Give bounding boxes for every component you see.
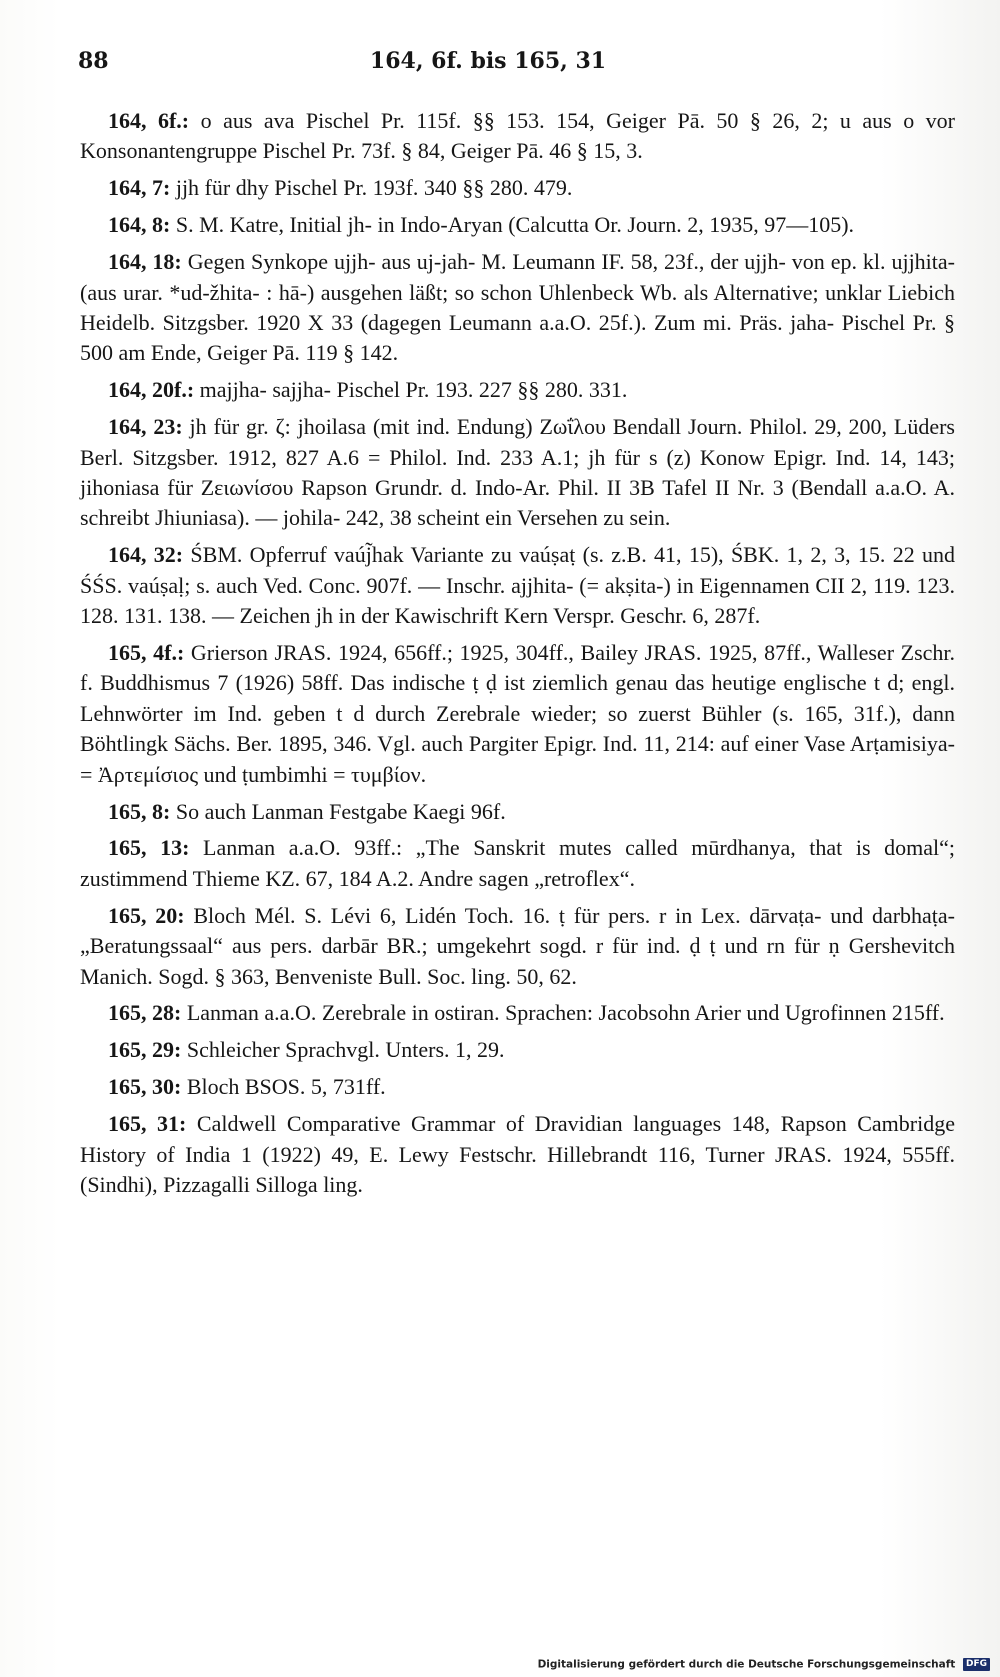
- credit-text: Digitalisierung gefördert durch die Deutsche Forschungsgemeinschaft: [537, 1658, 956, 1671]
- running-head: 164, 6f. bis 165, 31: [369, 48, 607, 74]
- note-reference: 164, 32:: [108, 542, 184, 568]
- note-entry: [80, 833, 955, 894]
- note-entry: [80, 106, 955, 167]
- note-text: S. M. Katre, Initial jh- in Indo-Aryan (Calcutta Or. Journ. 2, 1935, 97—105).: [175, 212, 855, 238]
- note-entry: [80, 540, 955, 631]
- note-reference: 164, 20f.:: [108, 377, 195, 403]
- note-entry: [80, 998, 955, 1028]
- note-reference: 165, 8:: [108, 798, 171, 824]
- note-text: Lanman a.a.O. Zerebrale in ostiran. Sprachen: Jacobsohn Arier und Ugrofinnen 215ff.: [186, 1000, 945, 1026]
- note-entry: [80, 797, 955, 827]
- note-reference: 164, 7:: [108, 175, 171, 201]
- note-reference: 165, 13:: [108, 835, 190, 861]
- note-reference: 164, 8:: [108, 212, 171, 238]
- note-reference: 165, 4f.:: [108, 640, 185, 665]
- note-text: Bloch BSOS. 5, 731ff.: [186, 1074, 386, 1100]
- note-text: ŚBM. Opferruf vaúj̃hak Variante zu vaúṣaṭ (s. z.B. 41, 15), ŚBK. 1, 2, 3, 15. 22 und ŚŚS. vaúṣaḷ; s. auch Ved. Conc. 907f. — Inschr. ajjhita- (= akṣita-) in Eigennamen CII 2, 119. 123. 128. 131. 138. — Zeichen jh in der Kawischrift Kern Verspr. Geschr. 6, 287f.: [80, 542, 955, 629]
- note-text: So auch Lanman Festgabe Kaegi 96f.: [175, 798, 506, 824]
- note-text: jh für gr. ζ: jhoilasa (mit ind. Endung) Ζωΐλου Bendall Journ. Philol. 29, 200, Lüders Berl. Sitzgsber. 1912, 827 A.6 = Philol. Ind. 233 A.1; jh für s (z) Konow Epigr. Ind. 14, 143; jihoniasa für Ζειωνίσου Rapson Grundr. d. Indo-Ar. Phil. II 3B Tafel II Nr. 3 (Bendall a.a.O. A. schreibt Jhiuniasa). — johila- 242, 38 scheint ein Versehen zu sein.: [80, 414, 955, 531]
- digitization-credit: [538, 1658, 990, 1671]
- note-text: o aus ava Pischel Pr. 115f. §§ 153. 154, Geiger Pā. 50 § 26, 2; u aus o vor Konsonantengruppe Pischel Pr. 73f. § 84, Geiger Pā. 46 § 15, 3.: [80, 108, 956, 164]
- note-entry: [80, 173, 955, 203]
- note-entry: [80, 901, 955, 992]
- note-entry: [80, 638, 955, 790]
- page-number: 88: [78, 48, 109, 74]
- note-reference: 164, 18:: [108, 249, 182, 275]
- note-reference: 164, 6f.:: [108, 108, 190, 133]
- page-header: [78, 48, 898, 84]
- note-text: Gegen Synkope ujjh- aus uj-jah- M. Leumann IF. 58, 23f., der ujjh- von ep. kl. ujjhita- (aus urar. *ud-žhita- : hā-) ausgehen läßt; so schon Uhlenbeck Wb. als Alternative; unklar Liebich Heidelb. Sitzgsber. 1920 X 33 (dagegen Leumann a.a.O. 25f.). Zum mi. Präs. jaha- Pischel Pr. § 500 am Ende, Geiger Pā. 119 § 142.: [80, 249, 955, 366]
- note-entry: [80, 210, 955, 240]
- note-reference: 164, 23:: [108, 414, 183, 440]
- note-text: Lanman a.a.O. 93ff.: „The Sanskrit mutes called mūrdhanya, that is domal“; zustimmend Thieme KZ. 67, 184 A.2. Andre sagen „retroflex“.: [80, 835, 956, 891]
- note-reference: 165, 28:: [108, 1000, 182, 1026]
- note-reference: 165, 29:: [108, 1037, 182, 1063]
- notes-list: [80, 106, 955, 1207]
- note-entry: [80, 1109, 955, 1200]
- note-entry: [80, 375, 955, 405]
- note-text: Caldwell Comparative Grammar of Dravidian languages 148, Rapson Cambridge History of India 1 (1922) 49, E. Lewy Festschr. Hillebrandt 116, Turner JRAS. 1924, 555ff. (Sindhi), Pizzagalli Silloga ling.: [80, 1111, 955, 1197]
- note-text: Bloch Mél. S. Lévi 6, Lidén Toch. 16. ṭ für pers. r in Lex. dārvaṭa- und darbhaṭa- „Beratungssaal“ aus pers. darbār BR.; umgekehrt sogd. r für ind. ḍ ṭ und rn für ṇ Gershevitch Manich. Sogd. § 363, Benveniste Bull. Soc. ling. 50, 62.: [80, 902, 956, 989]
- note-reference: 165, 31:: [108, 1111, 187, 1137]
- note-text: jjh für dhy Pischel Pr. 193f. 340 §§ 280. 479.: [175, 175, 573, 201]
- note-entry: [80, 1035, 955, 1065]
- note-text: Grierson JRAS. 1924, 656ff.; 1925, 304ff., Bailey JRAS. 1925, 87ff., Walleser Zschr. f. Buddhismus 7 (1926) 58ff. Das indische ṭ ḍ ist ziemlich genau das heutige englische t d; engl. Lehnwörter im Ind. geben t d durch Zerebrale wieder; so zuerst Bühler (s. 165, 31f.), dann Böhtlingk Sächs. Ber. 1895, 346. Vgl. auch Pargiter Epigr. Ind. 11, 214: auf einer Vase Arṭamisiya- = Ἀρτεμίσιος und ṭumbimhi = τυμβίον.: [80, 640, 956, 787]
- note-text: majjha- sajjha- Pischel Pr. 193. 227 §§ 280. 331.: [199, 377, 628, 403]
- note-reference: 165, 20:: [108, 902, 185, 928]
- note-reference: 165, 30:: [108, 1074, 182, 1100]
- note-entry: [80, 247, 955, 369]
- note-entry: [80, 1072, 955, 1102]
- dfg-logo: DFG: [963, 1658, 990, 1671]
- note-entry: [80, 412, 955, 534]
- note-text: Schleicher Sprachvgl. Unters. 1, 29.: [186, 1037, 505, 1063]
